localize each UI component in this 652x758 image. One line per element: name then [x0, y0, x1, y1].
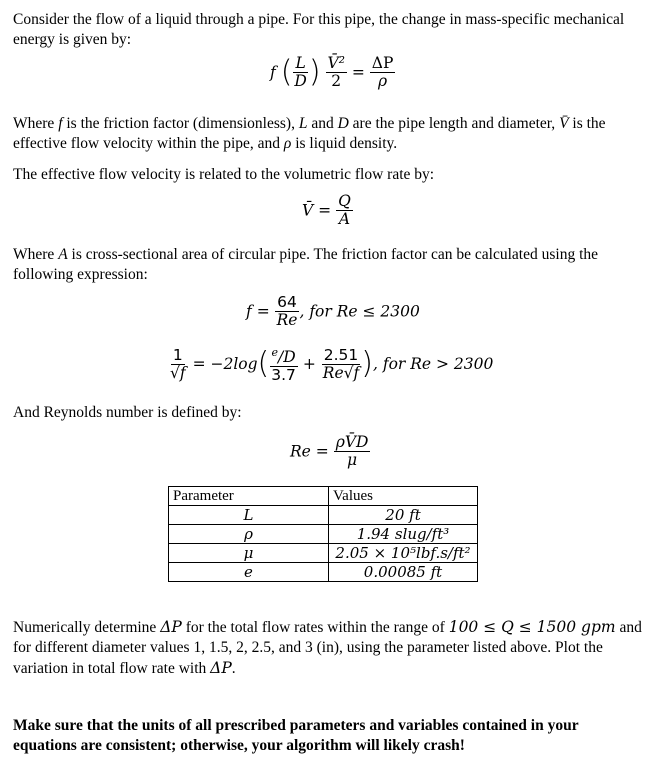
eq2-frac: [336, 193, 353, 228]
eq3-equals: =: [256, 302, 270, 321]
eq1-D: D: [294, 72, 307, 90]
velocity-equation: [302, 193, 353, 228]
txt: .: [231, 660, 236, 677]
intro-text: Consider the flow of a liquid through a pipe. For this pipe, the change in mass-specific mechanical energy is given by:: [13, 11, 625, 48]
q-range: 100 ≤ Q ≤ 1500 gpm: [448, 618, 616, 636]
txt: are the pipe length and diameter,: [348, 115, 560, 132]
eq2-equals: =: [318, 201, 332, 220]
eq3-f: f: [246, 302, 252, 321]
eq1-two: 2: [331, 72, 342, 90]
value-cell: 20 ft: [329, 506, 478, 525]
table-header-row: [169, 487, 478, 506]
eq4-one: 1: [172, 345, 183, 364]
txt: Where: [13, 115, 59, 132]
var-L: L: [298, 115, 308, 132]
eq5-num: ρV̄D: [335, 433, 369, 451]
txt: is cross-sectional area of circular pipe. The friction factor can be calculated using the following expression:: [13, 246, 599, 283]
eq4-rhs: = −2log: [192, 355, 258, 374]
eq4-eD-frac: [269, 344, 298, 384]
eq3-cond: , for Re ≤ 2300: [299, 302, 420, 321]
eq4-re-frac: [321, 347, 361, 382]
eq4-lhs-frac: [168, 347, 188, 382]
var-A: A: [58, 246, 68, 263]
txt: and for different diameter values 1, 1.5, 2, 2.5, and 3 (in), using the parameter listed above. Plot the variation in total flow rate with: [13, 619, 642, 677]
value-cell: 0.00085 ft: [329, 563, 478, 582]
value-cell: 2.05 × 10⁵lbf.s/ft²: [329, 544, 478, 563]
eq4-rparen: ): [361, 346, 373, 382]
eq1-P-frac: [370, 55, 396, 90]
eq5-equals: =: [315, 442, 329, 461]
param-cell: ρ: [169, 525, 329, 544]
eq4-c37: 3.7: [271, 366, 296, 385]
eq4-D: D: [283, 348, 296, 367]
eq4-cond: , for Re > 2300: [372, 355, 494, 374]
eq1-V2: V̄²: [327, 54, 345, 72]
eq4-re-sqrt: Re√f: [322, 363, 360, 382]
parameter-table: [168, 486, 478, 582]
eq3-frac: [275, 294, 300, 329]
turbulent-friction-equation: [168, 344, 493, 384]
eq2-V: V̄: [302, 201, 314, 220]
txt: Where: [13, 246, 59, 263]
eq1-dP: ΔP: [371, 54, 394, 72]
eq4-e: e: [271, 346, 279, 359]
param-cell: μ: [169, 544, 329, 563]
var-rho: ρ: [283, 135, 292, 152]
var-f: f: [58, 115, 63, 132]
eq1-equals: =: [351, 63, 365, 82]
eq1-LD-frac: [292, 55, 308, 90]
table-row: [169, 506, 478, 525]
var-V: V̄: [559, 115, 569, 132]
var-D: D: [337, 115, 349, 132]
energy-equation: [270, 55, 395, 90]
txt: is the effective flow velocity within the pipe, and: [13, 115, 606, 152]
reynolds-equation: [290, 434, 370, 469]
task-text: [13, 617, 643, 679]
definitions-text: [13, 114, 643, 154]
var-dP: ΔP: [210, 659, 232, 677]
var-dP: ΔP: [160, 618, 182, 636]
txt: is the friction factor (dimensionless),: [62, 115, 299, 132]
laminar-friction-equation: [246, 294, 420, 329]
eq1-V-frac: [326, 55, 347, 90]
eq4-c251: 2.51: [323, 345, 359, 364]
txt: is liquid density.: [291, 135, 398, 152]
eq5-frac: [334, 434, 371, 469]
txt: and: [307, 115, 338, 132]
eq5-Re: Re: [290, 442, 311, 461]
value-cell: 1.94 slug/ft³: [329, 525, 478, 544]
eq2-Q: Q: [338, 192, 351, 210]
eq4-plus: +: [302, 355, 316, 374]
reynolds-intro-text: And Reynolds number is defined by:: [13, 404, 242, 421]
eq2-A: A: [338, 210, 351, 228]
table-row: [169, 544, 478, 563]
eq3-num: 64: [277, 293, 297, 311]
header-values: Values: [329, 487, 478, 506]
eq1-rparen: ): [308, 54, 321, 90]
velocity-intro-text: The effective flow velocity is related to the volumetric flow rate by:: [13, 166, 435, 183]
table-row: [169, 563, 478, 582]
param-cell: L: [169, 506, 329, 525]
txt: for the total flow rates within the range of: [181, 619, 449, 636]
eq3-den: Re: [276, 311, 298, 329]
warning-text: Make sure that the units of all prescribed parameters and variables contained in your equations are consistent; otherwise, your algorithm will likely crash!: [13, 717, 579, 754]
txt: Numerically determine: [13, 619, 161, 636]
param-cell: e: [169, 563, 329, 582]
eq1-L: L: [295, 54, 306, 72]
eq1-f: f: [270, 63, 276, 82]
header-parameter: Parameter: [169, 487, 329, 506]
eq1-rho: ρ: [378, 72, 388, 90]
eq4-lparen: (: [257, 346, 270, 382]
area-text: [13, 245, 643, 285]
eq4-sqrtf: √f: [170, 363, 186, 382]
table-row: [169, 525, 478, 544]
eq5-den: μ: [347, 451, 358, 469]
eq4-eD: $^e$/D: [271, 346, 296, 367]
eq1-lparen: (: [280, 54, 293, 90]
